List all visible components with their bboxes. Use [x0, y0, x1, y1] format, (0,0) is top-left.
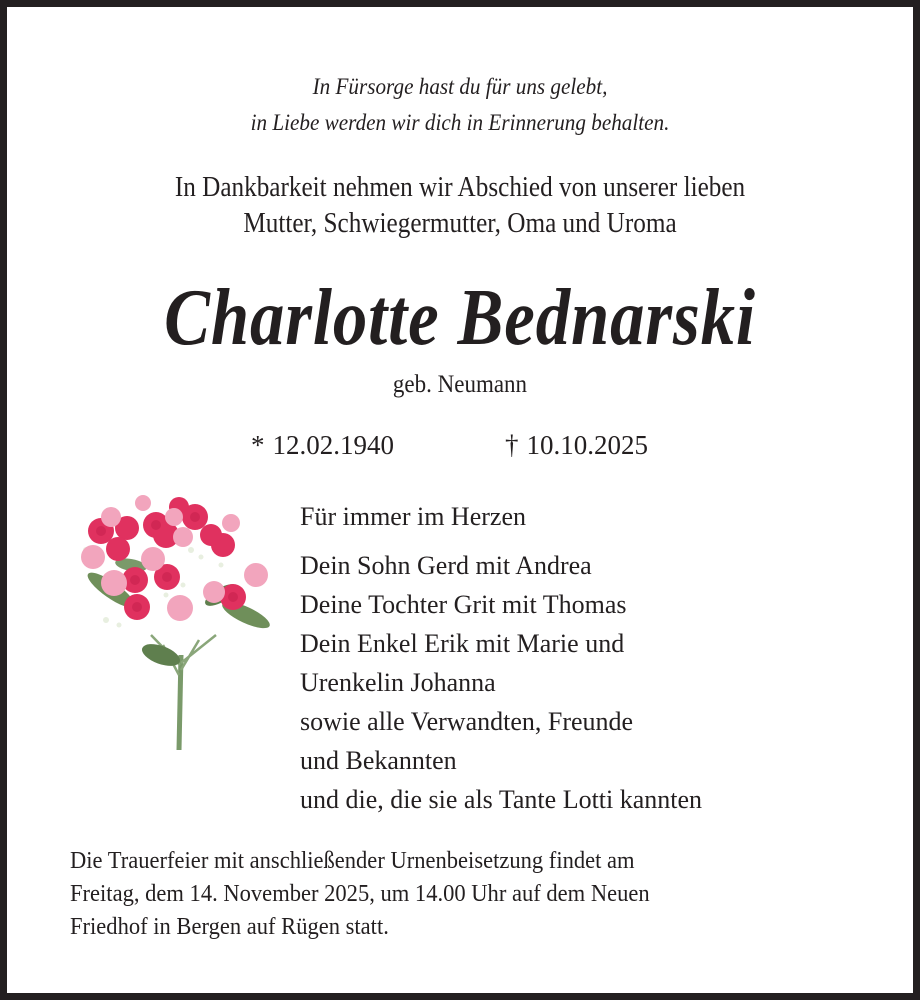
death-date	[505, 427, 648, 463]
mourners-list	[300, 497, 702, 819]
birth-date-value: 12.02.1940	[272, 430, 394, 460]
mourners-headline: Für immer im Herzen	[300, 502, 526, 531]
birth-name: geb. Neumann	[392, 371, 528, 398]
motto-line: in Liebe werden wir dich in Erinnerung behalten.	[250, 110, 670, 135]
birth-date	[251, 427, 394, 463]
intro-line: Mutter, Schwiegermutter, Oma und Uroma	[243, 208, 677, 239]
mourner-line: und die, die sie als Tante Lotti kannten	[300, 785, 703, 814]
motto-verse	[43, 69, 877, 141]
mourner-line: sowie alle Verwandten, Freunde	[300, 707, 634, 736]
service-line: Friedhof in Bergen auf Rügen statt.	[70, 913, 389, 940]
death-cross-icon: †	[505, 430, 519, 460]
mourner-line: und Bekannten	[300, 746, 457, 775]
motto-line: In Fürsorge hast du für uns gelebt,	[312, 74, 608, 99]
funeral-service-info	[70, 844, 806, 943]
intro-text	[52, 170, 867, 242]
mourner-line: Urenkelin Johanna	[300, 668, 496, 697]
deceased-name: Charlotte Bednarski	[164, 274, 756, 362]
mourner-line: Dein Enkel Erik mit Marie und	[300, 629, 625, 658]
service-line: Die Trauerfeier mit anschließender Urnenbeisetzung findet am	[70, 847, 635, 874]
mourner-line: Dein Sohn Gerd mit Andrea	[300, 551, 592, 580]
death-date-value: 10.10.2025	[526, 430, 648, 460]
intro-line: In Dankbarkeit nehmen wir Abschied von unserer lieben	[174, 172, 746, 203]
flower-bouquet-icon	[71, 495, 281, 755]
obituary-notice	[7, 7, 913, 993]
birth-star-icon: *	[251, 430, 265, 460]
service-line: Freitag, dem 14. November 2025, um 14.00 Uhr auf dem Neuen	[70, 880, 650, 907]
mourner-line: Deine Tochter Grit mit Thomas	[300, 590, 627, 619]
